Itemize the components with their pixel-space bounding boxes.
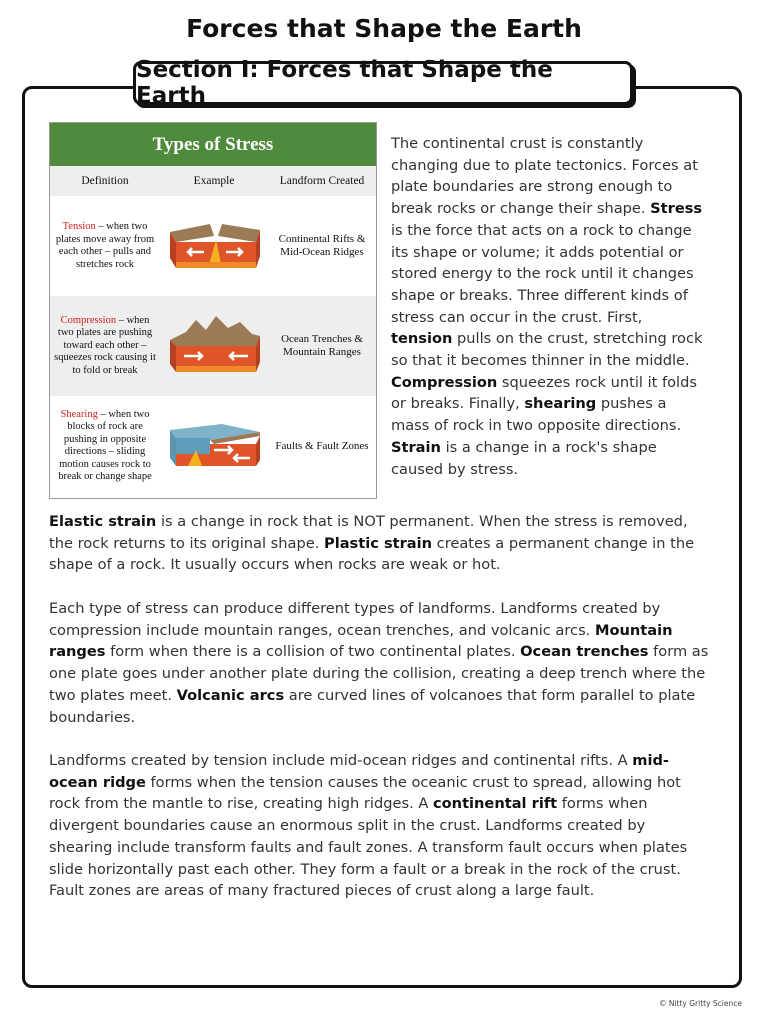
figure-row-tension [50,196,376,296]
term-volcanic-arcs: Volcanic arcs [176,686,285,704]
tension-landforms-paragraph: Landforms created by tension include mid-ocean ridges and continental rifts. A mid-ocean ridge forms when the tension causes the oceanic crust to spread, allowing hot rock from the mantle to rise, creating high ridges. A continental rift forms when divergent boundaries cause an enormous split in the crust. Landforms created by shearing include transform faults and fault zones. A transform fault occurs when plates slide horizontally past each other. They form a fault or a break in the rock of the crust. Fault zones are areas of many fractured pieces of crust along a large fault. [49,752,688,900]
types-of-stress-figure [49,122,377,499]
strain-paragraph: Elastic strain is a change in rock that is NOT permanent. When the stress is removed, the rock returns to its original shape. Plastic strain creates a permanent change in the shape of a rock. It usually occurs when rocks are weak or hot. [49,513,695,574]
figure-header: Types of Stress [50,123,376,166]
term-continental-rift: continental rift [433,795,558,813]
term-tension: tension [391,330,453,348]
compression-landforms-paragraph: Each type of stress can produce different types of landforms. Landforms created by compression include mountain ranges, ocean trenches, and volcanic arcs. Mountain ranges form when there is a collision of two continental plates. Ocean trenches form as one plate goes under another plate during the collision, creating a deep trench where the two plates meet. Volcanic arcs are curved lines of volcanoes that form parallel to plate boundaries. [49,600,709,726]
tension-term: Tension [62,221,96,232]
compression-term: Compression [60,314,117,326]
copyright-footer: © Nitty Gritty Science [658,999,742,1008]
tension-landform: Continental Rifts & Mid-Ocean Ridges [278,233,366,258]
term-strain: Strain [391,438,441,456]
compression-diagram [160,310,268,382]
term-mid-ocean-ridge: mid-ocean ridge [49,752,669,791]
term-compression: Compression [391,373,498,391]
compression-definition: Compression – when two plates are pushing toward each other – squeezes rock causing it to fold or break [54,314,156,376]
page-title: Forces that Shape the Earth [186,14,582,43]
tension-definition: Tension – when two plates move away from each other – pulls and stretches rock [55,221,155,270]
term-shearing: shearing [524,395,597,413]
section-title: Section I: Forces that Shape the Earth [133,61,633,105]
column-example: Example [193,175,235,187]
figure-row-shearing [50,396,376,496]
shearing-block-diagram [162,410,266,482]
compression-block-diagram [162,310,266,382]
tension-block-diagram [162,210,266,282]
shearing-diagram [160,410,268,482]
column-landform: Landform Created [279,175,365,187]
term-elastic-strain: Elastic strain [49,513,157,530]
compression-landform: Ocean Trenches & Mountain Ranges [281,333,363,358]
tension-diagram [160,210,268,282]
column-definition: Definition [81,175,129,187]
figure-row-compression [50,296,376,396]
term-plastic-strain: Plastic strain [324,534,433,552]
shearing-landform: Faults & Fault Zones [275,439,369,452]
shearing-term: Shearing [60,408,98,420]
shearing-definition: Shearing – when two blocks of rock are pushing in opposite directions – sliding motion causes rock to break or change shape [58,408,152,482]
term-mountain-ranges: Mountain ranges [49,621,673,661]
term-stress: Stress [650,200,703,218]
term-ocean-trenches: Ocean trenches [520,643,649,661]
intro-paragraph: The continental crust is constantly changing due to plate tectonics. Forces at plate boundaries are strong enough to break rocks or change their shape. Stress is the force that acts on a rock to change its shape or volume; it adds potential or stored energy to the rock until it changes shape or breaks. Three different kinds of stress can occur in the crust. First, tension pulls on the crust, stretching rock so that it becomes thinner in the middle. Compression squeezes rock until it folds or breaks. Finally, shearing pushes a mass of rock in two opposite directions. Strain is a change in a rock's shape caused by stress. [391,135,703,478]
figure-column-headers [50,166,376,196]
